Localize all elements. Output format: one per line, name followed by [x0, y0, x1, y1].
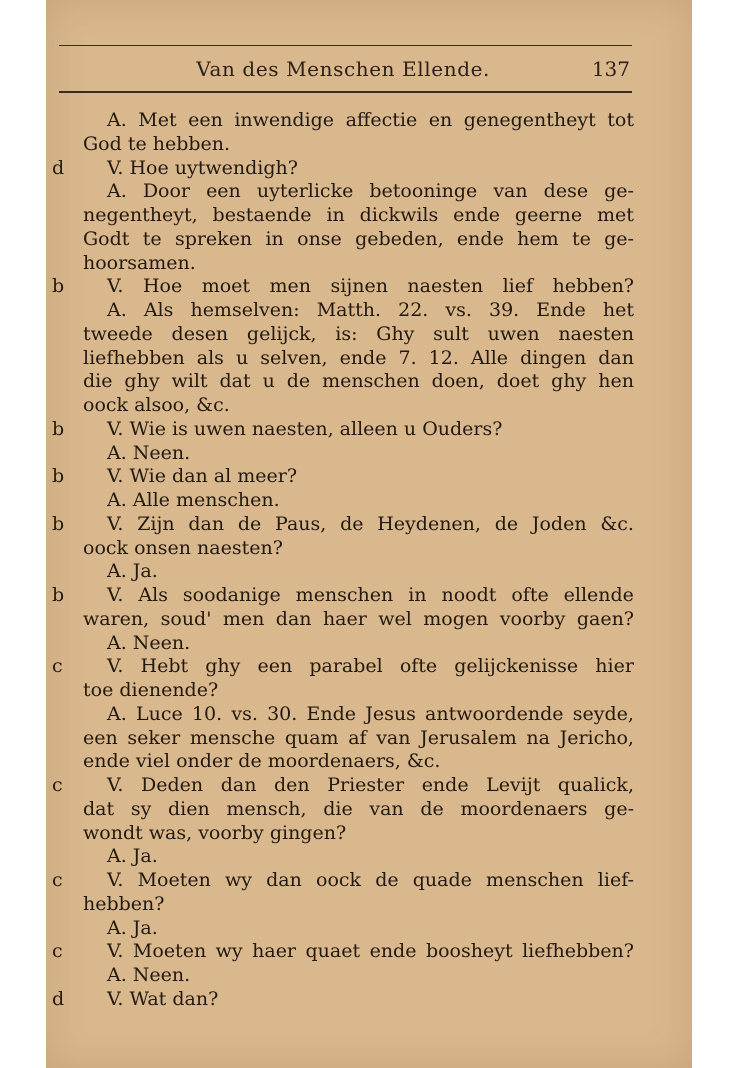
line-text: A. Alle menschen. — [107, 489, 280, 511]
text-line — [0, 607, 738, 631]
line-text: A. Luce 10. vs. 30. Ende Jesus antwoordende seyde, — [107, 702, 634, 725]
text-line — [0, 227, 738, 251]
header-top-rule — [59, 45, 632, 46]
line-text: hebben? — [83, 892, 165, 915]
line-text: hoorsamen. — [83, 251, 196, 274]
line-text: Godt te spreken in onse gebeden, ende hem te ge- — [83, 227, 634, 250]
text-line — [0, 678, 738, 702]
text-line — [0, 179, 738, 203]
line-text: oock onsen naesten? — [83, 536, 283, 559]
text-line — [0, 844, 738, 868]
text-line — [0, 108, 738, 132]
margin-marker: b — [52, 275, 65, 298]
margin-marker: b — [52, 512, 65, 535]
text-line — [0, 536, 738, 560]
line-text: liefhebben als u selven, ende 7. 12. Alle dingen dan — [83, 346, 634, 369]
line-text: A. Ja. — [107, 560, 158, 583]
text-line — [0, 916, 738, 940]
line-text: A. Ja. — [107, 916, 158, 939]
text-line — [0, 322, 738, 346]
line-text: A. Als hemselven: Matth. 22. vs. 39. Ende het — [107, 299, 634, 321]
line-text: V. Als soodanige menschen in noodt ofte ellende — [107, 584, 634, 606]
text-line — [0, 702, 738, 726]
line-text: waren, soud' men dan haer wel mogen voorby gaen? — [83, 607, 634, 630]
text-line — [0, 393, 738, 417]
text-line — [0, 963, 738, 987]
line-text: een seker mensche quam af van Jerusalem na Jericho, — [83, 726, 634, 749]
margin-marker: d — [52, 156, 65, 179]
margin-marker: c — [52, 774, 63, 796]
text-line — [0, 346, 738, 370]
line-text: dat sy dien mensch, die van de moordenaers ge- — [83, 797, 634, 820]
text-line — [0, 464, 738, 488]
line-text: V. Wie is uwen naesten, alleen u Ouders? — [107, 417, 503, 440]
text-line — [0, 892, 738, 916]
line-text: tweede desen gelijck, is: Ghy sult uwen naesten — [83, 322, 634, 345]
line-text: A. Met een inwendige affectie en genegentheyt tot — [107, 109, 634, 131]
line-text: V. Wie dan al meer? — [107, 465, 298, 488]
margin-marker: c — [52, 655, 63, 678]
line-text: V. Moeten wy haer quaet ende boosheyt liefhebben? — [107, 940, 634, 963]
line-text: V. Deden dan den Priester ende Levijt qualick, — [107, 774, 634, 796]
text-line — [0, 251, 738, 275]
line-text: die ghy wilt dat u de menschen doen, doet ghy hen — [83, 370, 634, 393]
margin-marker: b — [52, 465, 65, 488]
header-bottom-rule — [59, 91, 632, 93]
line-text: V. Hoe moet men sijnen naesten lief hebben? — [107, 275, 634, 298]
line-text: A. Neen. — [107, 631, 191, 654]
text-line — [0, 726, 738, 750]
line-text: V. Moeten wy dan oock de quade menschen lief- — [107, 869, 634, 891]
line-text: A. Door een uyterlicke betooninge van dese ge- — [107, 180, 634, 203]
margin-marker: b — [52, 417, 65, 440]
text-line — [0, 868, 738, 892]
margin-marker: c — [52, 869, 63, 891]
text-line — [0, 132, 738, 156]
text-line — [0, 631, 738, 655]
line-text: toe dienende? — [83, 679, 219, 701]
text-line — [0, 369, 738, 393]
line-text: ende viel onder de moordenaers, &c. — [83, 750, 441, 773]
line-text: A. Ja. — [107, 845, 158, 868]
text-line — [0, 987, 738, 1011]
text-line — [0, 939, 738, 963]
line-text: V. Zijn dan de Paus, de Heydenen, de Joden &c. — [107, 512, 634, 535]
text-line — [0, 203, 738, 227]
text-line — [0, 797, 738, 821]
text-line — [0, 749, 738, 773]
text-line — [0, 654, 738, 678]
margin-marker: c — [52, 940, 63, 963]
text-line — [0, 512, 738, 536]
text-line — [0, 773, 738, 797]
text-line — [0, 559, 738, 583]
line-text: A. Neen. — [107, 441, 191, 464]
line-text: V. Hebt ghy een parabel ofte gelijckenisse hier — [107, 655, 634, 678]
page-number: 137 — [591, 57, 630, 81]
line-text: oock alsoo, &c. — [83, 394, 230, 416]
line-text: V. Hoe uytwendigh? — [107, 156, 298, 179]
line-text: God te hebben. — [83, 132, 231, 155]
text-line — [0, 488, 738, 512]
text-line — [0, 156, 738, 180]
text-line — [0, 274, 738, 298]
text-line — [0, 417, 738, 441]
margin-marker: b — [52, 584, 65, 606]
line-text: A. Neen. — [107, 964, 191, 986]
running-header-title: Van des Menschen Ellende. — [196, 57, 490, 81]
text-line — [0, 298, 738, 322]
text-line — [0, 441, 738, 465]
text-line — [0, 583, 738, 607]
line-text: V. Wat dan? — [107, 987, 219, 1010]
text-line — [0, 821, 738, 845]
line-text: wondt was, voorby gingen? — [83, 821, 347, 844]
line-text: negentheyt, bestaende in dickwils ende geerne met — [83, 204, 634, 226]
margin-marker: d — [52, 987, 65, 1010]
